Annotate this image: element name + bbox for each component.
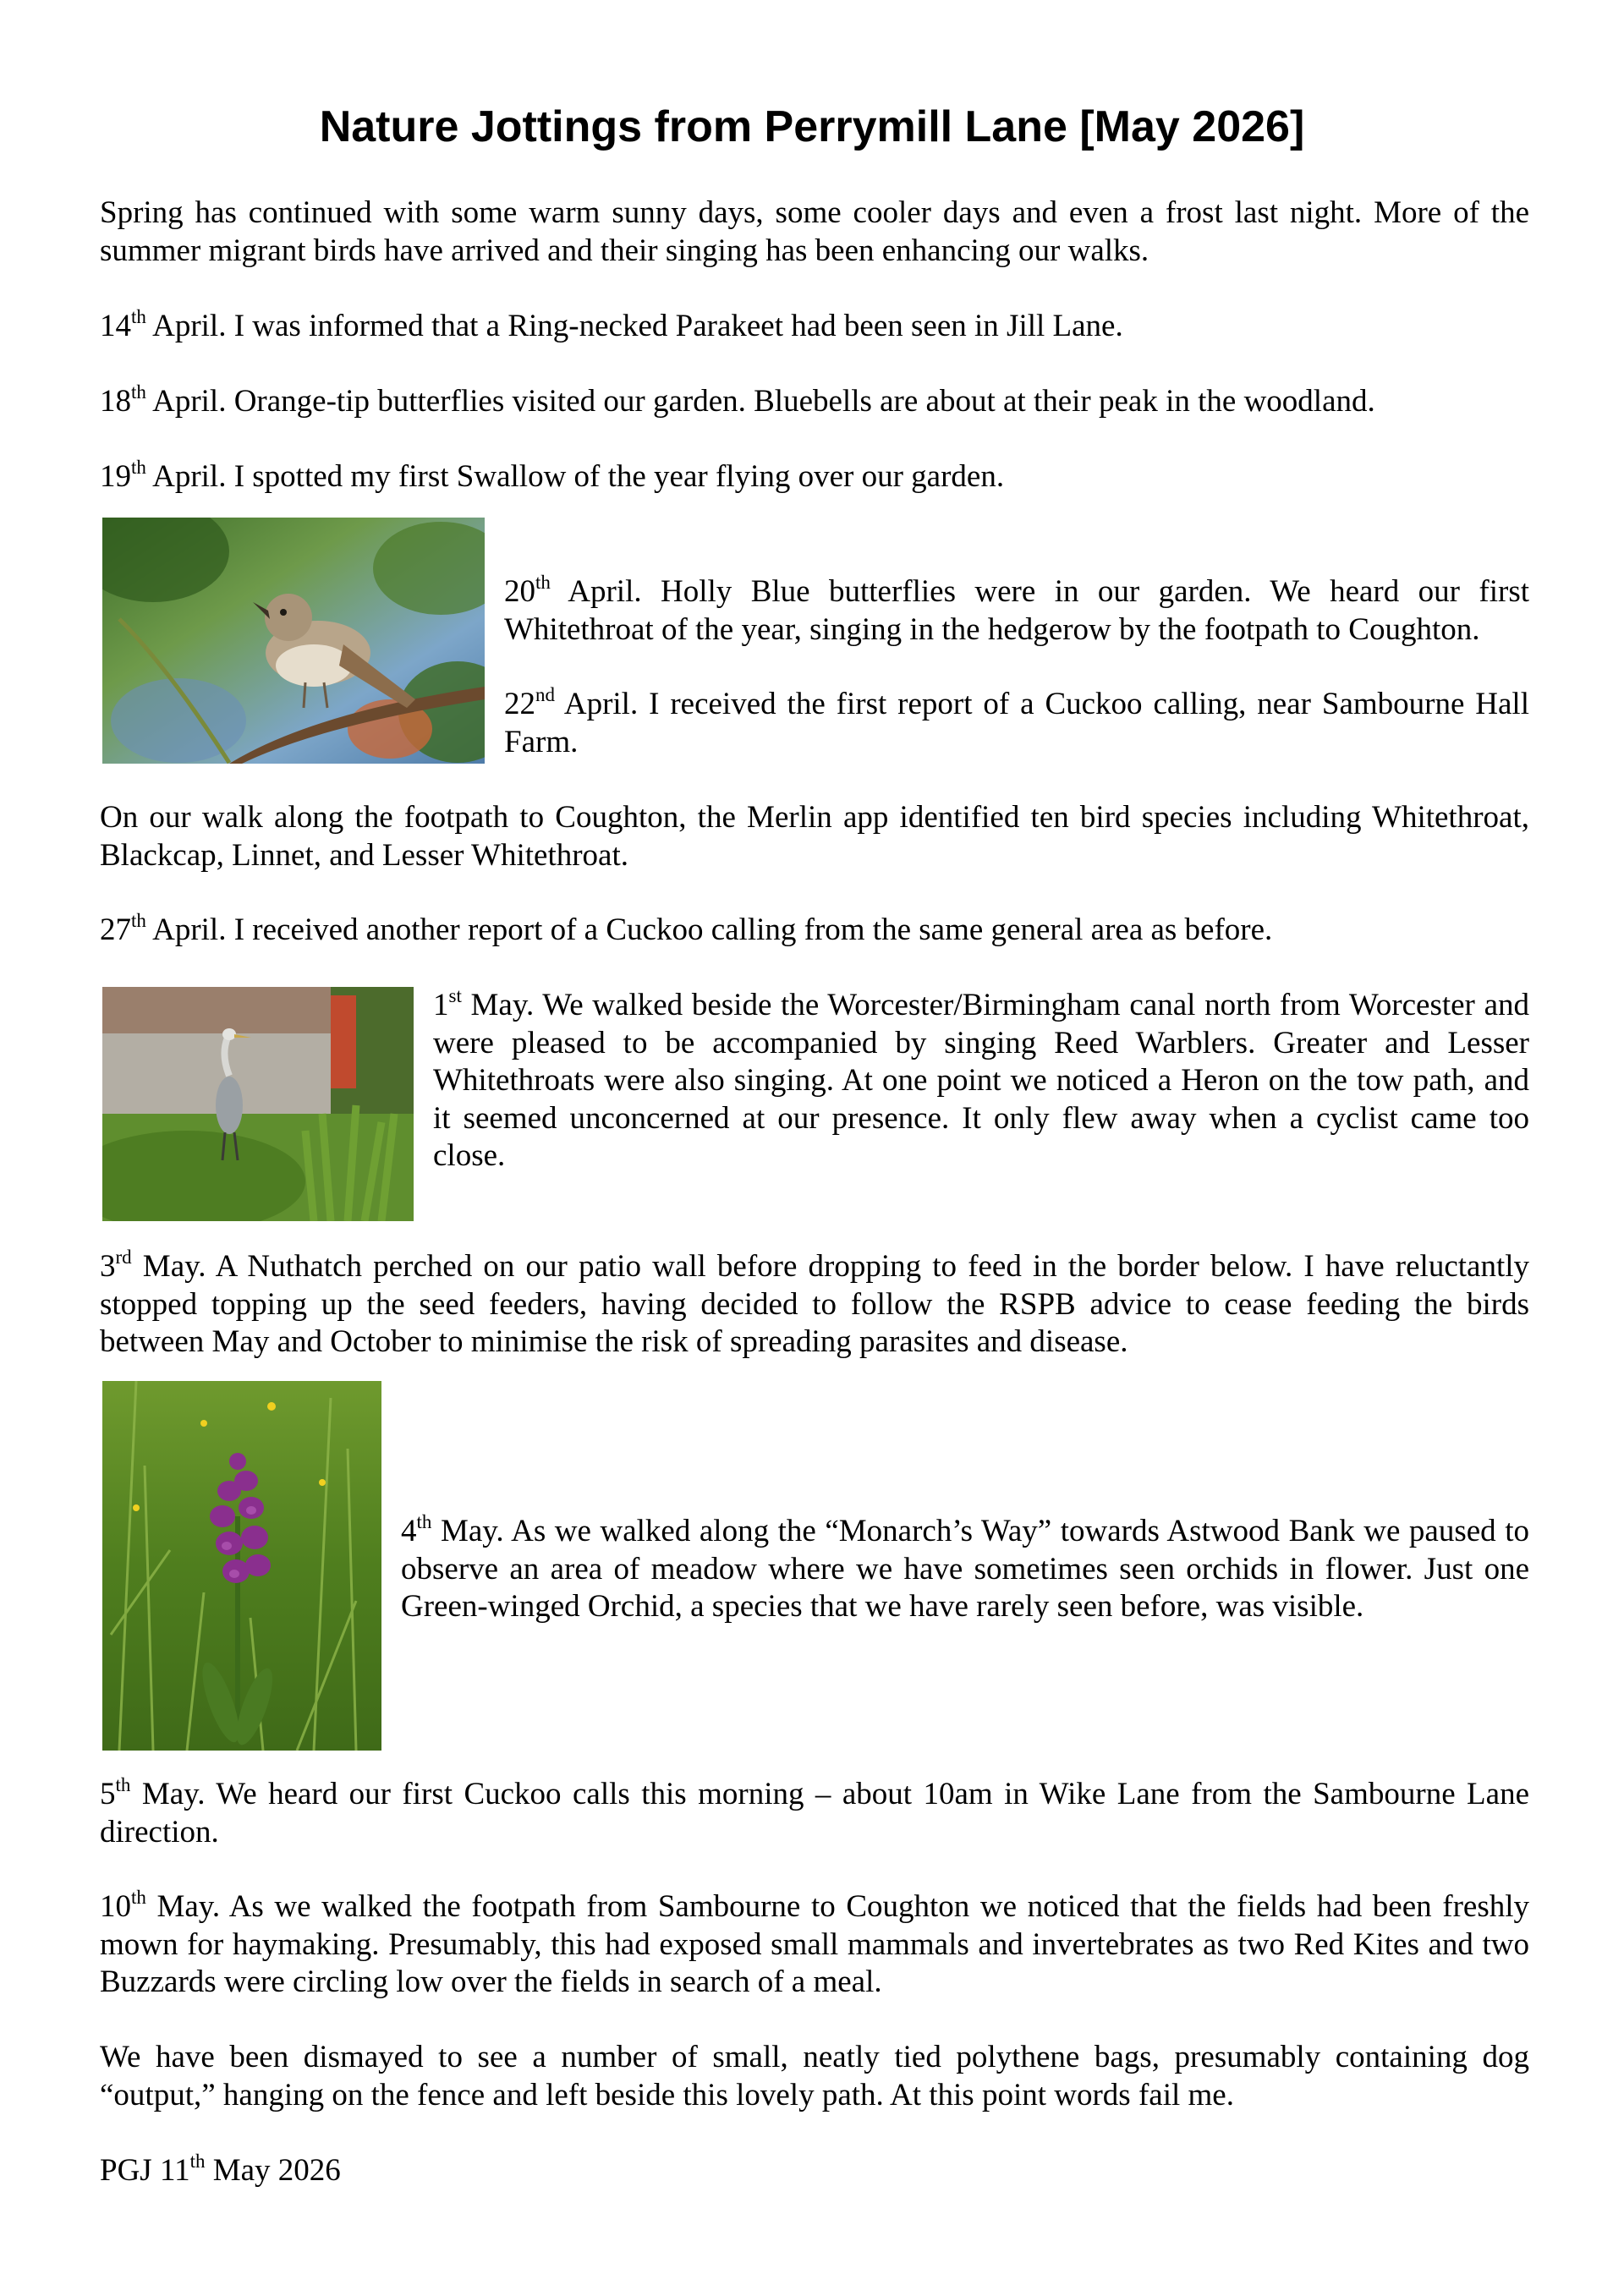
heron-photo bbox=[102, 987, 414, 1221]
signature: PGJ 11th May 2026 bbox=[100, 2150, 341, 2188]
entry-14-april: 14th April. I was informed that a Ring-necked Parakeet had been seen in Jill Lane. bbox=[100, 305, 1123, 343]
entry-19-april: 19th April. I spotted my first Swallow of the year flying over our garden. bbox=[100, 456, 1005, 494]
orchid-photo bbox=[102, 1381, 381, 1751]
page-title: Nature Jottings from Perrymill Lane [May 2026] bbox=[319, 102, 1305, 151]
entry-5-may: 5th May. We heard our first Cuckoo calls this morning – about 10am in Wike Lane from the Sambourne Lane direction. bbox=[100, 1773, 1529, 1849]
closing-paragraph: We have been dismayed to see a number of small, neatly tied polythene bags, presumably containing dog “output,” hanging on the fence and left beside this lovely path. At this point words fail me. bbox=[100, 2040, 1529, 2112]
entry-22-april: 22nd April. I received the first report of a Cuckoo calling, near Sambourne Hall Farm. bbox=[504, 683, 1529, 759]
entry-3-may: 3rd May. A Nuthatch perched on our patio wall before dropping to feed in the border below. I have reluctantly stopped topping up the seed feeders, having decided to follow the RSPB advice to cease feeding the birds between May and October to minimise the risk of spreading parasites and disease. bbox=[100, 1246, 1529, 1359]
intro-paragraph: Spring has continued with some warm sunny days, some cooler days and even a frost last night. More of the summer migrant birds have arrived and their singing has been enhancing our walks. bbox=[100, 195, 1529, 268]
entry-20-april: 20th April. Holly Blue butterflies were in our garden. We heard our first Whitethroat of the year, singing in the hedgerow by the footpath to Coughton. bbox=[504, 571, 1529, 647]
merlin-paragraph: On our walk along the footpath to Coughton, the Merlin app identified ten bird species including Whitethroat, Blackcap, Linnet, and Lesser Whitethroat. bbox=[100, 800, 1529, 873]
entry-4-may: 4th May. As we walked along the “Monarch’s Way” towards Astwood Bank we paused to observe an area of meadow where we have sometimes seen orchids in flower. Just one Green-winged Orchid, a species that we have rarely seen before, was visible. bbox=[401, 1510, 1529, 1624]
whitethroat-photo bbox=[102, 518, 485, 764]
entry-10-may: 10th May. As we walked the footpath from Sambourne to Coughton we noticed that the fields had been freshly mown for haymaking. Presumably, this had exposed small mammals and invertebrates as two Red Kites and two Buzzards were circling low over the fields in search of a meal. bbox=[100, 1886, 1529, 1999]
entry-27-april: 27th April. I received another report of a Cuckoo calling from the same general area as before. bbox=[100, 909, 1273, 947]
entry-1-may: 1st May. We walked beside the Worcester/Birmingham canal north from Worcester and were pleased to be accompanied by singing Reed Warblers. Greater and Lesser Whitethroats were also singing. At one point we noticed a Heron on the tow path, and it seemed unconcerned at our presence. It only flew away when a cyclist came too close. bbox=[433, 984, 1529, 1173]
entry-18-april: 18th April. Orange-tip butterflies visited our garden. Bluebells are about at their peak in the woodland. bbox=[100, 381, 1375, 419]
